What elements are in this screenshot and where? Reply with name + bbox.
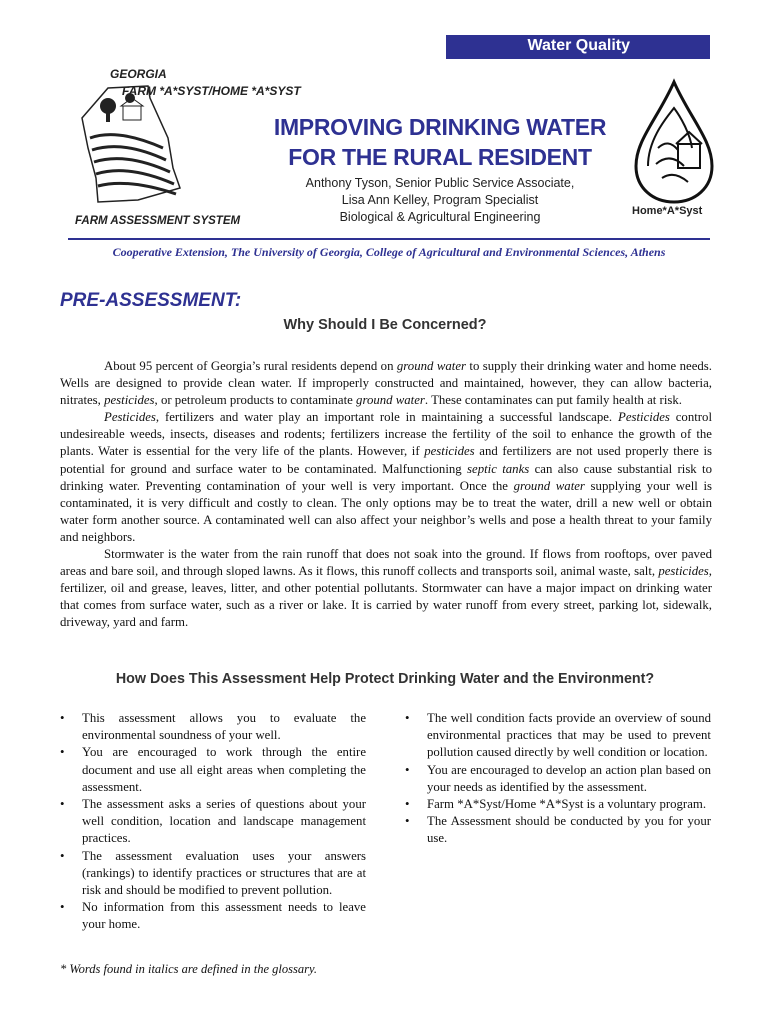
bullet-text: The assessment evaluation uses your answers (rankings) to identify practices or structures that are at risk and should be modified to prevent pollution. — [82, 848, 366, 898]
bullet-icon: • — [60, 745, 65, 760]
bullet-icon: • — [405, 762, 410, 777]
bullet-item — [405, 813, 711, 847]
bullet-icon: • — [60, 711, 65, 725]
bullet-icon: • — [60, 848, 65, 863]
glossary-term: ground water — [356, 393, 425, 408]
system-label: FARM ASSESSMENT SYSTEM — [75, 215, 241, 227]
authors — [260, 175, 620, 226]
bullet-icon: • — [405, 711, 410, 725]
cooperative-extension-line: Cooperative Extension, The University of Georgia, College of Agricultural and Environmental Sciences, Athens — [112, 245, 666, 259]
bullet-item — [60, 744, 366, 796]
bullet-text: This assessment allows you to evaluate the environmental soundness of your well. — [82, 711, 366, 743]
water-drop-logo — [628, 78, 720, 206]
glossary-footnote: * Words found in italics are defined in the glossary. — [60, 962, 317, 976]
program-label: FARM *A*SYST/HOME *A*SYST — [122, 84, 301, 98]
author-line-2: Lisa Ann Kelley, Program Specialist — [341, 193, 539, 207]
body-text — [60, 358, 712, 632]
text-run: control undesireable weeds, insects, diseases and rodents; fertilizers increase the fertility of the soil to enhance the growth of the plants. Water is essential for the very life of the plants. However, if — [60, 410, 713, 459]
pre-assessment-heading: PRE-ASSESSMENT: — [60, 290, 242, 311]
bullet-item — [405, 762, 711, 796]
text-run: , or petroleum products to contaminate — [154, 393, 357, 408]
text-run: , fertilizer, oil and grease, leaves, litter, and other potential pollutants. Stormwater can have a major impact on drinking water that comes from surface water, such as a river or lake. It is carried by water runoff from every street, parking lot, sidewalk, driveway, yard and farm. — [60, 564, 712, 630]
water-quality-banner: Water Quality — [446, 35, 710, 57]
how-assessment-helps-heading: How Does This Assessment Help Protect Drinking Water and the Environment? — [115, 671, 655, 687]
glossary-term: septic tanks — [467, 461, 530, 476]
glossary-term: ground water — [513, 478, 585, 493]
bullet-item — [60, 710, 366, 744]
paragraph-2 — [60, 409, 712, 546]
bullet-icon: • — [405, 797, 410, 812]
why-concerned-heading: Why Should I Be Concerned? — [283, 317, 487, 333]
glossary-term: Pesticides — [618, 410, 670, 425]
bullet-list-right — [405, 710, 711, 848]
georgia-label: GEORGIA — [110, 67, 167, 81]
bullet-text: Farm *A*Syst/Home *A*Syst is a voluntary program. — [427, 797, 707, 812]
bullet-list-left — [60, 710, 366, 934]
glossary-term: pesticides — [424, 444, 475, 459]
banner-underline — [446, 57, 710, 59]
bullet-item — [60, 848, 366, 900]
bullet-text: You are encouraged to develop an action plan based on your needs as identified by the assessment. — [427, 762, 711, 794]
bullet-item — [60, 899, 366, 933]
text-run: supplying your well is contaminated, it is very difficult and costly to clean. The only options may be to treat the water, drill a new well or obtain water form another source. A contaminated well can also affect your neighbor’s wells and pose a health threat to your family and neighbors. — [60, 478, 712, 544]
glossary-term: pesticides — [104, 393, 155, 408]
title-line-2: FOR THE RURAL RESIDENT — [288, 144, 592, 170]
text-run: . These contaminates can put family health at risk. — [424, 393, 682, 408]
bullet-text: The well condition facts provide an overview of sound environmental practices that may be used to prevent pollution caused directly by well condition or location. — [427, 711, 711, 760]
bullet-item — [405, 710, 711, 762]
bullet-text: You are encouraged to work through the entire document and use all eight areas when completing the assessment. — [82, 745, 366, 794]
text-run: can also cause substantial risk to drinking water. Preventing contamination of your well is very important. Once the — [60, 461, 713, 493]
glossary-term: pesticides — [658, 564, 709, 579]
text-run: Stormwater is the water from the rain runoff that does not soak into the ground. If flows from rooftops, over paved areas and bare soil, and through sloped lawns. As it flows, this runoff collects and transports soil, animal waste, salt, — [60, 547, 712, 579]
home-a-syst-logo-text: Home*A*Syst — [632, 205, 703, 217]
bullet-icon: • — [60, 797, 65, 812]
text-run: and fertilizers are not used properly there is potential for ground and surface water to be contaminated. Malfunctioning — [60, 444, 712, 476]
author-line-1: Anthony Tyson, Senior Public Service Associate, — [305, 176, 575, 190]
bullet-icon: • — [405, 814, 410, 829]
bullet-text: The assessment asks a series of questions about your well condition, location and landscape management practices. — [82, 797, 366, 846]
glossary-term: ground water — [396, 359, 466, 373]
title-line-1: IMPROVING DRINKING WATER — [273, 114, 607, 140]
bullet-item — [60, 796, 366, 848]
bullet-icon: • — [60, 900, 65, 915]
author-line-3: Biological & Agricultural Engineering — [339, 210, 541, 224]
glossary-term: Pesticides — [104, 410, 156, 425]
page-title — [250, 112, 630, 172]
bullet-text: No information from this assessment needs to leave your home. — [82, 900, 366, 932]
paragraph-1 — [60, 358, 712, 409]
bullet-item — [405, 796, 711, 813]
bullet-text: The Assessment should be conducted by you for your use. — [427, 814, 711, 846]
text-run: About 95 percent of Georgia’s rural residents depend on — [104, 359, 397, 373]
text-run: , fertilizers and water play an important role in maintaining a successful landscape. — [155, 410, 618, 425]
text-run: to supply their drinking water and home needs. Wells are designed to provide clean water. If improperly constructed and maintained, however, they can allow bacteria, nitrates, — [60, 359, 712, 408]
header-rule — [68, 238, 710, 240]
paragraph-3 — [60, 546, 712, 631]
